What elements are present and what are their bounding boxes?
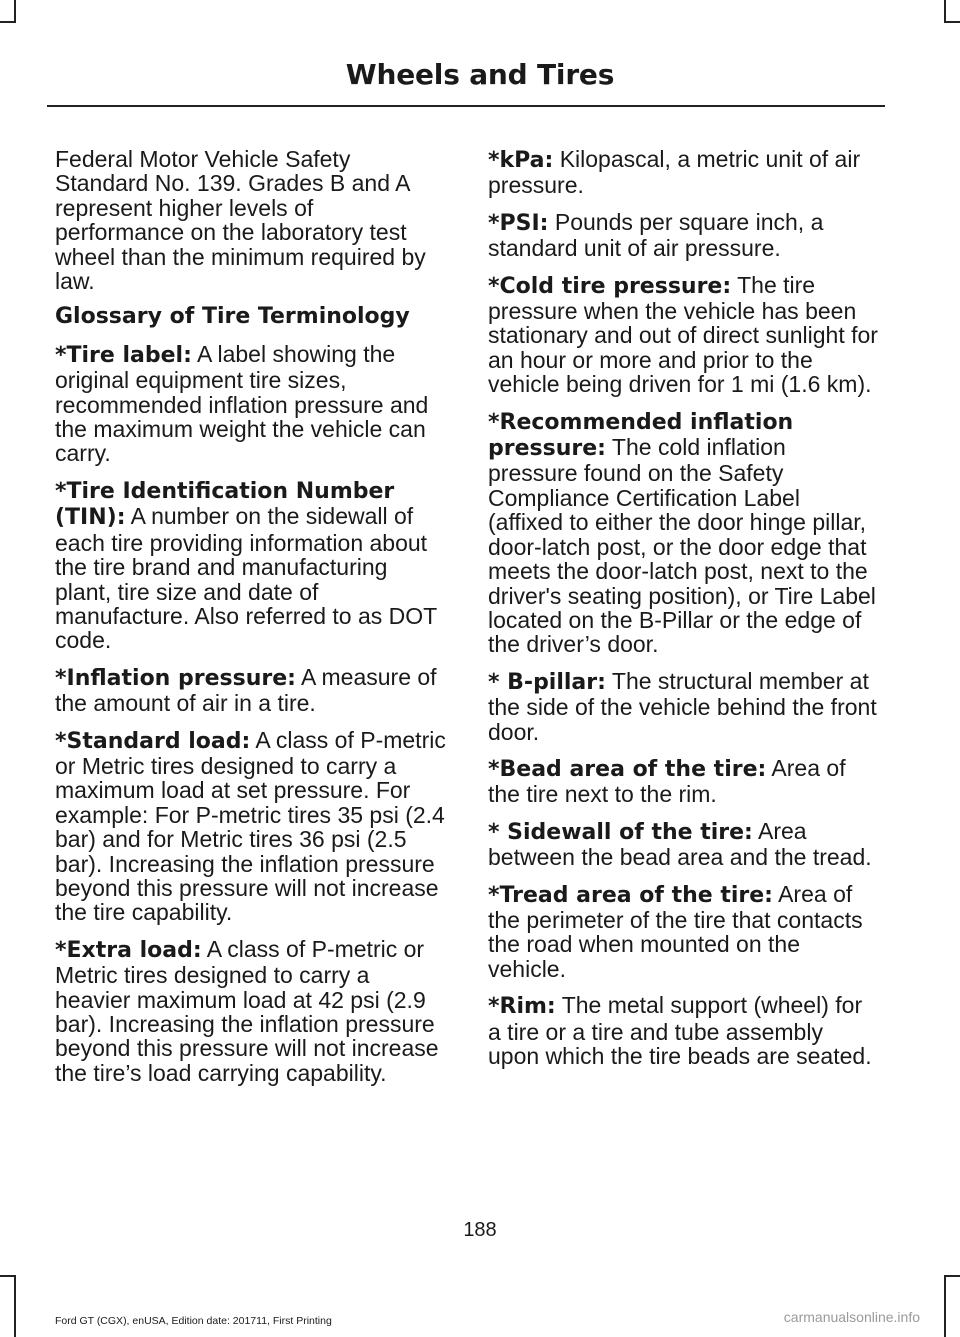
glossary-entry [55,478,447,653]
glossary-entry [488,882,880,982]
glossary-entry [488,756,880,807]
glossary-term: *Extra load: [55,937,202,963]
page-number: 188 [463,1219,497,1241]
crop-mark [14,0,16,22]
glossary-term: *Cold tire pressure: [488,273,732,299]
glossary-entry [55,728,447,925]
glossary-definition: A class of P-metric or Metric tires designed to carry a maximum load at set pressure. For example: For P-metric tires 35 psi (2.4 bar) and for Metric tires 36 psi (2.5 bar). Increasing the inflation pressure beyond this pressure will not increase the tire capability. [55,726,446,926]
glossary-term: *kPa: [488,148,554,173]
glossary-term: * B-pillar: [488,669,606,695]
right-column [488,147,880,1080]
glossary-entry [488,409,880,657]
glossary-definition: Pounds per square inch, a standard unit of air pressure. [488,208,824,262]
glossary-entry [488,993,880,1068]
glossary-definition: A label showing the original equipment tire sizes, recommended inflation pressure and the maximum weight the vehicle can carry. [55,340,429,467]
glossary-heading: Glossary of Tire Terminology [55,304,410,330]
glossary-definition: The cold inflation pressure found on the Safety Compliance Certification Label (affixed to either the door hinge pillar, door-latch post, or the door edge that meets the door-latch post, next to the driver's seating position), or Tire Label located on the B-Pillar or the edge of the driver’s door. [488,434,876,658]
crop-mark [944,1277,946,1337]
watermark: carmanualsonline.info [783,1309,920,1325]
left-column [55,147,447,1097]
glossary-entry [488,669,880,744]
crop-mark [14,1277,16,1337]
glossary-term: *Inflation pressure: [55,665,296,691]
glossary-definition: Area of the perimeter of the tire that contacts the road when mounted on the vehicle. [488,880,863,982]
glossary-definition: A measure of the amount of air in a tire. [55,663,437,717]
glossary-term: *PSI: [488,210,549,236]
glossary-term: *Tire label: [55,342,192,368]
glossary-term: *Recommended inflation pressure: [488,409,794,462]
crop-mark [0,1275,16,1277]
glossary-definition: The metal support (wheel) for a tire or a tire and tube assembly upon which the tire beads are seated. [488,992,872,1069]
intro-paragraph: Federal Motor Vehicle Safety Standard No. 139. Grades B and A represent higher levels of performance on the laboratory test wheel than the minimum required by law. [55,146,426,295]
glossary-entry [488,210,880,261]
glossary-definition: A class of P-metric or Metric tires designed to carry a heavier maximum load at 42 psi (2.9 bar). Increasing the inflation pressure beyond this pressure will not increase the tire’s load carrying capability. [55,935,439,1086]
page-title: Wheels and Tires [345,58,615,91]
glossary-definition: Area between the bead area and the tread. [488,817,872,871]
glossary-term: * Sidewall of the tire: [488,819,753,845]
glossary-entry [488,273,880,397]
crop-mark [0,21,16,23]
glossary-entry [55,937,447,1085]
glossary-definition: A number on the sidewall of each tire providing information about the tire brand and manufacturing plant, tire size and date of manufacture. Also referred to as DOT code. [55,503,437,654]
glossary-term: *Standard load: [55,728,251,754]
glossary-term: *Tread area of the tire: [488,882,773,908]
glossary-definition: The structural member at the side of the vehicle behind the front door. [488,667,877,745]
glossary-definition: Kilopascal, a metric unit of air pressure. [488,146,861,199]
header-divider [47,105,885,107]
glossary-entry [55,665,447,716]
glossary-entry [55,342,447,466]
glossary-term: *Bead area of the tire: [488,756,767,782]
glossary-entry [488,819,880,870]
glossary-definition: The tire pressure when the vehicle has been stationary and out of direct sunlight for an hour or more and prior to the vehicle being driven for 1 mi (1.6 km). [488,271,878,398]
glossary-term: *Tire Identification Number (TIN): [55,478,395,531]
crop-mark [944,21,960,23]
glossary-term: *Rim: [488,994,556,1020]
glossary-definition: Area of the tire next to the rim. [488,754,846,808]
crop-mark [944,0,946,22]
glossary-entry [488,147,880,198]
crop-mark [944,1275,960,1277]
footer-edition-info: Ford GT (CGX), enUSA, Edition date: 201711, First Printing [55,1315,332,1327]
